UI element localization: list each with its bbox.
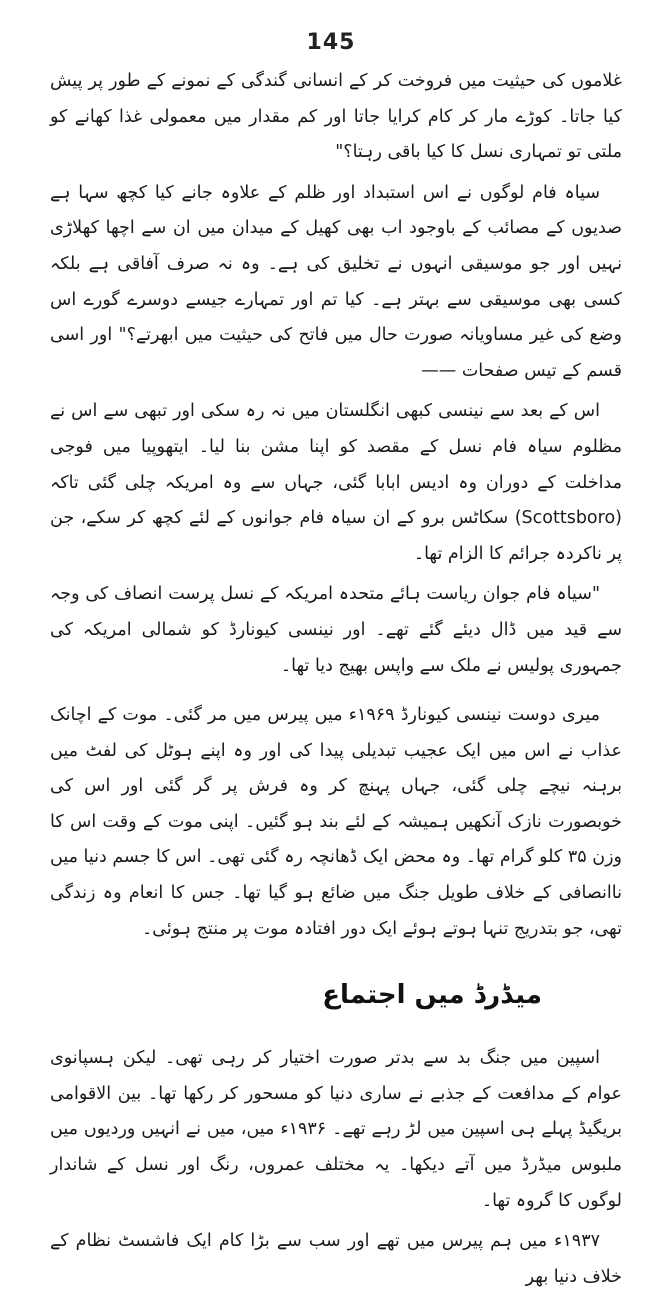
body-text <box>50 64 622 1300</box>
paragraph-text: اس کے بعد سے نینسی کبھی انگلستان میں نہ رہ سکی اور تبھی سے اس نے مظلوم سیاہ فام نسل کے مقصد کو اپنا مشن بنا لیا۔ ایتھوپیا میں فوجی مداخلت کے دوران وہ ادیس ابابا گئی، جہاں سے وہ امریکہ چلی گئی تاکہ <box>50 401 622 493</box>
paragraph: ۱۹۳۷ء میں ہم پیرس میں تھے اور سب سے بڑا کام ایک فاشسٹ نظام کے خلاف دنیا بھر <box>50 1231 622 1287</box>
section-heading: میڈرڈ میں اجتماع <box>322 980 542 1011</box>
quote-paragraph: "سیاہ فام جوان ریاست ہائے متحدہ امریکہ کے نسل پرست انصاف کی وجہ سے قید میں ڈال دیئے گئے تھے۔ اور نینسی کیونارڈ کو شمالی امریکہ کی جمہوری پولیس نے ملک سے واپس بھیج دیا تھا۔ <box>50 584 622 676</box>
paragraph-text: سکاٹس برو کے ان سیاہ فام جوانوں کے لئے کچھ کر سکے، جن پر ناکردہ جرائم کا الزام تھا۔ <box>50 508 622 564</box>
paragraph: اسپین میں جنگ بد سے بدتر صورت اختیار کر رہی تھی۔ لیکن ہسپانوی عوام کے مدافعت کے جذبے نے ساری دنیا کو مسحور کر رکھا تھا۔ بین الاقوامی بریگیڈ پہلے ہی اسپین میں لڑ رہے تھے۔ ۱۹۳۶ء میں، میں نے انہیں وردیوں میں ملبوس میڈرڈ میں آتے دیکھا۔ یہ مختلف عمروں، رنگ اور نسل کے شاندار لوگوں کا گروہ تھا۔ <box>50 1048 622 1211</box>
paragraph <box>50 394 622 572</box>
paragraph: غلاموں کی حیثیت میں فروخت کر کے انسانی گندگی کے نمونے کے طور پر پیش کیا جاتا۔ کوڑے مار کر کام کرایا جاتا اور کم مقدار میں معمولی غذا کھانے کو ملتی تو تمہاری نسل کا کیا باقی رہتا؟" <box>50 71 622 163</box>
paragraph: سیاہ فام لوگوں نے اس استبداد اور ظلم کے علاوہ جانے کیا کچھ سہا ہے صدیوں کے مصائب کے باوجود اب بھی کھیل کے میدان میں ان سے اچھا کھلاڑی نہیں اور جو موسیقی انہوں نے تخلیق کی ہے۔ وہ نہ صرف آفاقی ہے بلکہ کسی بھی موسیقی سے بہتر ہے۔ کیا تم اور تمہارے جیسے دوسرے گورے اس وضع کی غیر مساویانہ صورت حال میں فاتح کی حیثیت میں ابھرتے؟" اور اسی قسم کے تیس صفحات —— <box>50 182 622 381</box>
page-number: 145 <box>306 30 356 55</box>
latin-term: (Scottsboro) <box>514 508 622 529</box>
paragraph: میری دوست نینسی کیونارڈ ۱۹۶۹ء میں پیرس میں مر گئی۔ موت کے اچانک عذاب نے اس میں ایک عجیب تبدیلی پیدا کی اور وہ اپنے ہوٹل کی لفٹ میں برہنہ نیچے چلی گئی، جہاں پہنچ کر وہ فرش پر گر گئی اور اس کی خوبصورت نازک آنکھیں ہمیشہ کے لئے بند ہو گئیں۔ اپنی موت کے وقت اس کا وزن ۳۵ کلو گرام تھا۔ وہ محض ایک ڈھانچہ رہ گئی تھی۔ اس کا جسم دنیا میں ناانصافی کے خلاف طویل جنگ میں ضائع ہو گیا تھا۔ جس کا انعام وہ زندگی تھی، جو بتدریج تنہا ہوتے ہوئے ایک دور افتادہ موت پر منتج ہوئی۔ <box>50 705 622 939</box>
